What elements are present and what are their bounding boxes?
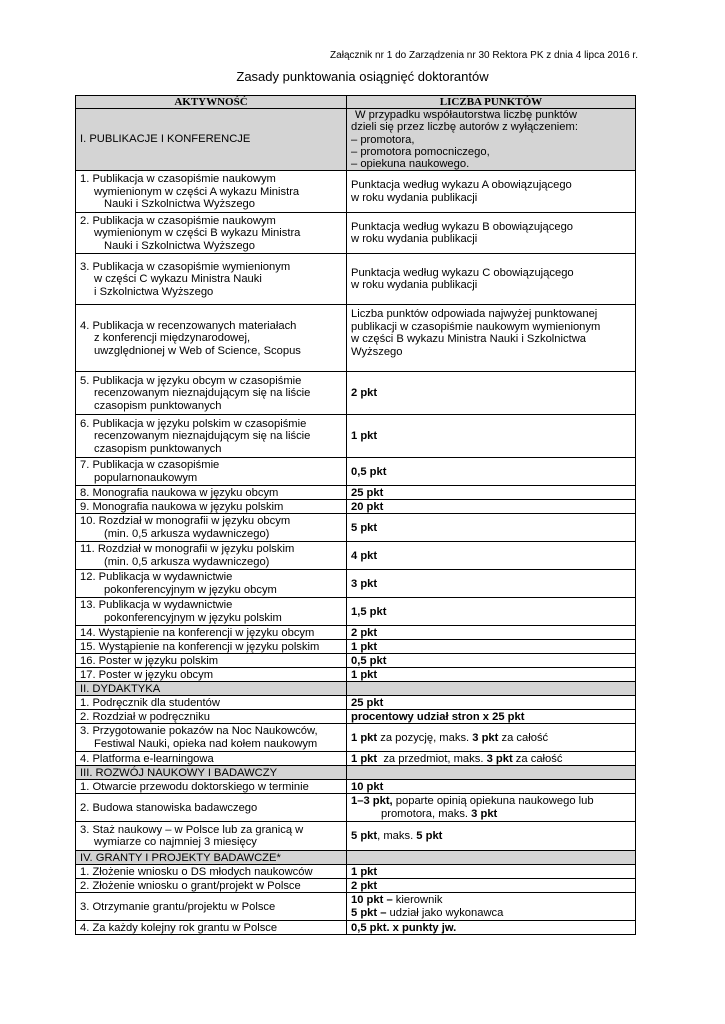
activity-cell: 16. Poster w języku polskim xyxy=(76,654,347,668)
table-row xyxy=(76,305,636,372)
table-row xyxy=(76,752,636,766)
points-cell: 25 pkt xyxy=(347,486,636,500)
points-cell: procentowy udział stron x 25 pkt xyxy=(347,710,636,724)
table-row xyxy=(76,542,636,570)
points-cell: 1 pkt za przedmiot, maks. 3 pkt za całość xyxy=(347,752,636,766)
activity-cell: 3. Publikacja w czasopiśmie wymienionym w części C wykazu Ministra Nauki i Szkolnictwa Wyższego xyxy=(76,254,347,305)
table-row xyxy=(76,598,636,626)
activity-cell: 2. Publikacja w czasopiśmie naukowym wymienionym w części B wykazu Ministra Nauki i Szkolnictwa Wyższego xyxy=(76,213,347,254)
activity-cell: 2. Złożenie wniosku o grant/projekt w Polsce xyxy=(76,879,347,893)
section-header-row xyxy=(76,766,636,780)
activity-cell: 4. Za każdy kolejny rok grantu w Polsce xyxy=(76,921,347,935)
activity-cell: 2. Budowa stanowiska badawczego xyxy=(76,794,347,822)
activity-cell: 10. Rozdział w monografii w języku obcym (min. 0,5 arkusza wydawniczego) xyxy=(76,514,347,542)
table-row xyxy=(76,415,636,458)
table-row xyxy=(76,372,636,415)
table-row xyxy=(76,254,636,305)
table-row xyxy=(76,458,636,486)
section-label: III. ROZWÓJ NAUKOWY I BADAWCZY xyxy=(76,766,347,780)
points-cell: 1 pkt xyxy=(347,668,636,682)
table-row xyxy=(76,570,636,598)
points-cell: 1,5 pkt xyxy=(347,598,636,626)
activity-cell: 1. Publikacja w czasopiśmie naukowym wymienionym w części A wykazu Ministra Nauki i Szkolnictwa Wyższego xyxy=(76,171,347,213)
activity-cell: 15. Wystąpienie na konferencji w języku polskim xyxy=(76,640,347,654)
activity-cell: 3. Staż naukowy – w Polsce lub za granicą w wymiarze co najmniej 3 miesięcy xyxy=(76,822,347,851)
points-cell: 20 pkt xyxy=(347,500,636,514)
activity-cell: 2. Rozdział w podręczniku xyxy=(76,710,347,724)
points-cell: 0,5 pkt xyxy=(347,654,636,668)
points-cell: 5 pkt xyxy=(347,514,636,542)
table-row xyxy=(76,500,636,514)
activity-cell: 1. Podręcznik dla studentów xyxy=(76,696,347,710)
points-cell: 5 pkt, maks. 5 pkt xyxy=(347,822,636,851)
activity-cell: 11. Rozdział w monografii w języku polskim (min. 0,5 arkusza wydawniczego) xyxy=(76,542,347,570)
document-title: Zasady punktowania osiągnięć doktorantów xyxy=(236,69,489,84)
section-label: I. PUBLIKACJE I KONFERENCJE xyxy=(76,109,347,171)
table-row xyxy=(76,780,636,794)
section-header-row xyxy=(76,109,636,171)
points-cell: 1 pkt xyxy=(347,415,636,458)
scoring-table xyxy=(75,95,636,935)
table-row xyxy=(76,865,636,879)
points-cell: 1 pkt za pozycję, maks. 3 pkt za całość xyxy=(347,724,636,752)
table-row xyxy=(76,640,636,654)
activity-cell: 5. Publikacja w języku obcym w czasopiśmie recenzowanym nieznajdującym się na liście czasopism punktowanych xyxy=(76,372,347,415)
points-cell: Liczba punktów odpowiada najwyżej punktowanej publikacji w czasopiśmie naukowym wymienionym w części B wykazu Ministra Nauki i Szkolnictwa Wyższego xyxy=(347,305,636,372)
points-cell: Punktacja według wykazu B obowiązującego w roku wydania publikacji xyxy=(347,213,636,254)
points-cell: 4 pkt xyxy=(347,542,636,570)
coauthorship-note: W przypadku współautorstwa liczbę punktów dzieli się przez liczbę autorów z wyłączeniem: – promotora, – promotora pomocniczego, – opiekuna naukowego. xyxy=(347,109,636,171)
activity-cell: 17. Poster w języku obcym xyxy=(76,668,347,682)
column-header-activity: AKTYWNOŚĆ xyxy=(76,96,347,109)
table-row xyxy=(76,213,636,254)
activity-cell: 4. Platforma e-learningowa xyxy=(76,752,347,766)
table-row xyxy=(76,654,636,668)
table-row xyxy=(76,696,636,710)
section-label: II. DYDAKTYKA xyxy=(76,682,347,696)
activity-cell: 8. Monografia naukowa w języku obcym xyxy=(76,486,347,500)
table-row xyxy=(76,668,636,682)
table-row xyxy=(76,879,636,893)
section-header-row xyxy=(76,682,636,696)
points-cell: 1 pkt xyxy=(347,640,636,654)
table-row xyxy=(76,514,636,542)
attachment-note: Załącznik nr 1 do Zarządzenia nr 30 Rektora PK z dnia 4 lipca 2016 r. xyxy=(330,50,638,61)
activity-cell: 9. Monografia naukowa w języku polskim xyxy=(76,500,347,514)
table-row xyxy=(76,794,636,822)
table-row xyxy=(76,893,636,921)
section-empty-cell xyxy=(347,682,636,696)
points-cell: 2 pkt xyxy=(347,372,636,415)
activity-cell: 6. Publikacja w języku polskim w czasopiśmie recenzowanym nieznajdującym się na liście czasopism punktowanych xyxy=(76,415,347,458)
table-row xyxy=(76,486,636,500)
activity-cell: 12. Publikacja w wydawnictwie pokonferencyjnym w języku obcym xyxy=(76,570,347,598)
section-label: IV. GRANTY I PROJEKTY BADAWCZE* xyxy=(76,851,347,865)
table-row xyxy=(76,724,636,752)
points-cell: 3 pkt xyxy=(347,570,636,598)
activity-cell: 7. Publikacja w czasopiśmie popularnonaukowym xyxy=(76,458,347,486)
section-empty-cell xyxy=(347,766,636,780)
points-cell: 10 pkt xyxy=(347,780,636,794)
section-header-row xyxy=(76,851,636,865)
table-row xyxy=(76,710,636,724)
activity-cell: 1. Złożenie wniosku o DS młodych naukowców xyxy=(76,865,347,879)
table-row xyxy=(76,171,636,213)
points-cell: 0,5 pkt xyxy=(347,458,636,486)
activity-cell: 1. Otwarcie przewodu doktorskiego w terminie xyxy=(76,780,347,794)
activity-cell: 4. Publikacja w recenzowanych materiałach z konferencji międzynarodowej, uwzględnionej w Web of Science, Scopus xyxy=(76,305,347,372)
points-cell: 10 pkt – kierownik 5 pkt – udział jako wykonawca xyxy=(347,893,636,921)
activity-cell: 14. Wystąpienie na konferencji w języku obcym xyxy=(76,626,347,640)
activity-cell: 13. Publikacja w wydawnictwie pokonferencyjnym w języku polskim xyxy=(76,598,347,626)
table-row xyxy=(76,921,636,935)
points-cell: Punktacja według wykazu A obowiązującego w roku wydania publikacji xyxy=(347,171,636,213)
table-row xyxy=(76,822,636,851)
points-cell: 1–3 pkt, poparte opinią opiekuna naukowego lub promotora, maks. 3 pkt xyxy=(347,794,636,822)
points-cell: 2 pkt xyxy=(347,879,636,893)
points-cell: Punktacja według wykazu C obowiązującego w roku wydania publikacji xyxy=(347,254,636,305)
table-row xyxy=(76,626,636,640)
points-cell: 0,5 pkt. x punkty jw. xyxy=(347,921,636,935)
points-cell: 1 pkt xyxy=(347,865,636,879)
points-cell: 2 pkt xyxy=(347,626,636,640)
activity-cell: 3. Otrzymanie grantu/projektu w Polsce xyxy=(76,893,347,921)
activity-cell: 3. Przygotowanie pokazów na Noc Naukowców, Festiwal Nauki, opieka nad kołem naukowym xyxy=(76,724,347,752)
table-header-row xyxy=(76,96,636,109)
points-cell: 25 pkt xyxy=(347,696,636,710)
section-empty-cell xyxy=(347,851,636,865)
column-header-points: LICZBA PUNKTÓW xyxy=(347,96,636,109)
